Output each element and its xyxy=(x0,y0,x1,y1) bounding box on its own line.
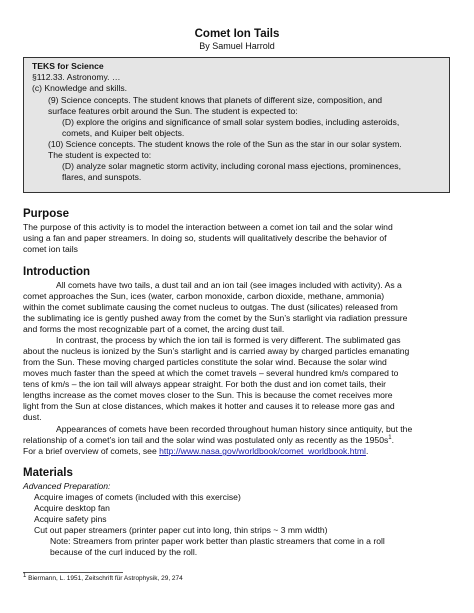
materials-item: Acquire images of comets (included with this exercise) xyxy=(34,492,241,502)
teks-line: surface features orbit around the Sun. The student is expected to: xyxy=(48,106,298,116)
intro-line: tens of km/s – the ion tail will always appear straight. For both the dust and ion comet tails, their xyxy=(23,379,387,389)
teks-line: (D) analyze solar magnetic storm activity, including coronal mass ejections, prominences, xyxy=(62,161,401,171)
materials-item: Acquire safety pins xyxy=(34,514,107,524)
footnote-divider xyxy=(23,572,123,573)
intro-line: comet approaches the Sun, ices (water, carbon monoxide, carbon dioxide, methane, ammonia) xyxy=(23,291,385,301)
materials-subheading: Advanced Preparation: xyxy=(23,481,111,491)
teks-line: (D) explore the origins and significance of small solar system bodies, including asteroids, xyxy=(62,117,400,127)
intro-line-text: For a brief overview of comets, see xyxy=(23,446,160,456)
teks-line: (c) Knowledge and skills. xyxy=(32,83,128,93)
intro-line: and forms the most recognizable part of a comet, the arcing dust tail. xyxy=(23,324,285,334)
teks-line: The student is expected to: xyxy=(48,150,152,160)
nasa-worldbook-link[interactable]: http://www.nasa.gov/worldbook/comet_worldbook.html xyxy=(159,446,366,456)
footnote-marker: 1 xyxy=(23,572,27,579)
sentence-period: . xyxy=(391,435,395,445)
intro-line: light from the Sun at close distances, which makes it hotter and causes it to release more gas and xyxy=(23,401,395,411)
intro-line-with-footnote xyxy=(23,435,394,445)
materials-heading: Materials xyxy=(23,467,73,479)
intro-line: from the Sun. These moving charged particles constitute the solar wind. Because the solar wind xyxy=(23,357,387,367)
teks-line: comets, and Kuiper belt objects. xyxy=(62,128,185,138)
teks-line: §112.33. Astronomy. … xyxy=(32,72,121,82)
intro-line: lengths increase as the comet moves closer to the Sun. This is because the comet receives more xyxy=(23,390,393,400)
purpose-heading: Purpose xyxy=(23,208,70,220)
materials-item: Cut out paper streamers (printer paper cut into long, thin strips ~ 3 mm width) xyxy=(34,525,328,535)
intro-line-text: relationship of a comet’s ion tail and the solar wind was postulated only as recently as the 1950s xyxy=(23,435,389,445)
teks-line: flares, and sunspots. xyxy=(62,172,142,182)
materials-item: Acquire desktop fan xyxy=(34,503,110,513)
intro-line: within the comet sublimate causing the comet nucleus to outgas. The dust (silicates) released from xyxy=(23,302,398,312)
intro-line: Appearances of comets have been recorded throughout human history since antiquity, but the xyxy=(56,424,413,434)
teks-line: (9) Science concepts. The student knows that planets of different size, composition, and xyxy=(48,95,383,105)
purpose-line: comet ion tails xyxy=(23,244,78,254)
document-author: By Samuel Harrold xyxy=(199,41,275,51)
materials-note: because of the curl induced by the roll. xyxy=(50,547,198,557)
footnote-reference[interactable]: 1 xyxy=(388,435,392,442)
purpose-line: The purpose of this activity is to model the interaction between a comet ion tail and the solar wind xyxy=(23,222,393,232)
intro-line: about the nucleus is ionized by the Sun’s starlight and is carried away by charged particles emanating xyxy=(23,346,410,356)
intro-line: All comets have two tails, a dust tail and an ion tail (see images included with activity). As a xyxy=(56,280,402,290)
teks-heading: TEKS for Science xyxy=(32,61,104,71)
introduction-heading: Introduction xyxy=(23,266,91,278)
document-title: Comet Ion Tails xyxy=(194,28,280,40)
teks-line: (10) Science concepts. The student knows the role of the Sun as the star in our solar system. xyxy=(48,139,402,149)
purpose-line: using a fan and paper streamers. In doing so, students will qualitatively describe the behavior of xyxy=(23,233,387,243)
footnote xyxy=(23,572,183,583)
intro-line: dust. xyxy=(23,412,42,422)
materials-note: Note: Streamers from printer paper work better than plastic streamers that come in a roll xyxy=(50,536,385,546)
intro-line: moves much faster than the speed at which the comet travels – several hundred km/s compared to xyxy=(23,368,399,378)
intro-line: the sublimating ice is gently pushed away from the comet by the Sun’s starlight via radiation pressure xyxy=(23,313,408,323)
sentence-period: . xyxy=(365,446,369,456)
intro-line-with-link xyxy=(23,446,368,456)
footnote-text: Biermann, L. 1951, Zeitschrift für Astrophysik, 29, 274 xyxy=(26,575,183,582)
intro-line: In contrast, the process by which the ion tail is formed is very different. The sublimated gas xyxy=(56,335,401,345)
teks-box xyxy=(23,57,450,193)
